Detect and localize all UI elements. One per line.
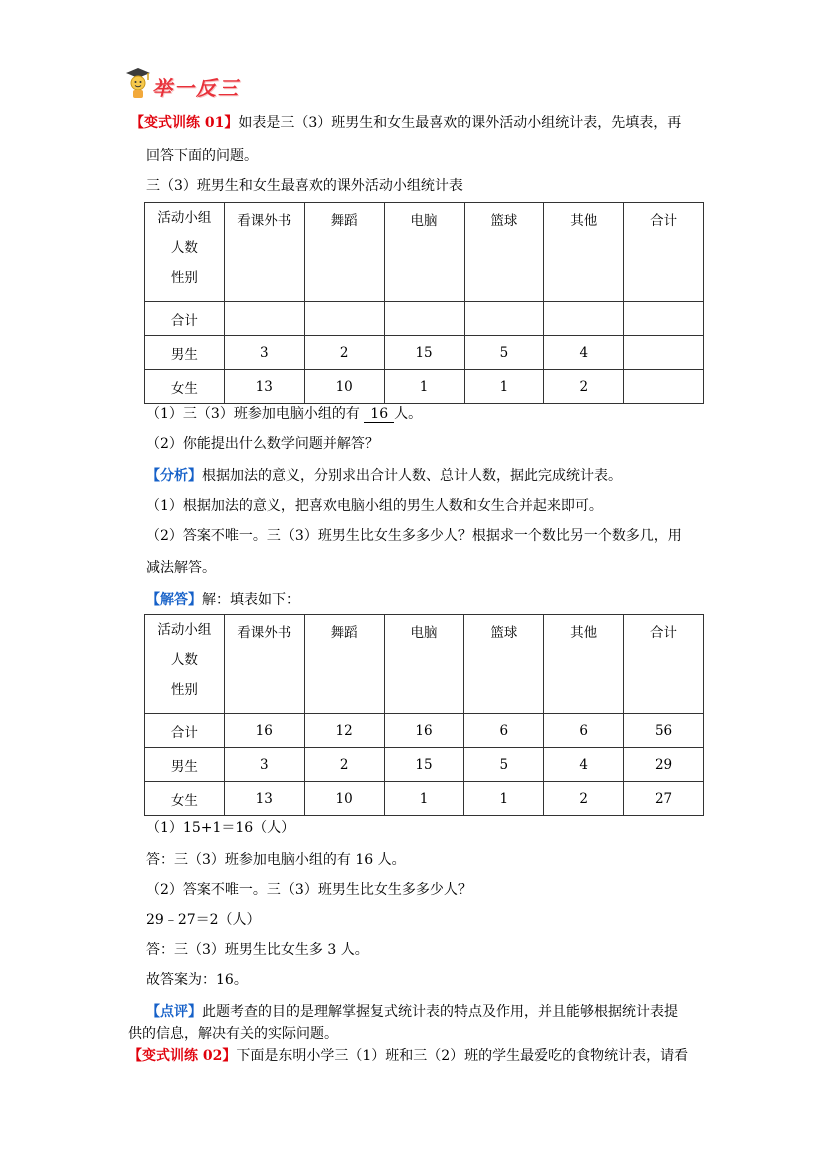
row-label: 女生 [145, 782, 225, 816]
logo-title: 举一反三 [152, 76, 240, 100]
analysis-text: 根据加法的意义，分别求出合计人数、总计人数，据此完成统计表。 [202, 468, 622, 484]
column-header: 舞蹈 [304, 615, 384, 714]
solution-text: 解：填表如下： [202, 592, 300, 608]
table-cell: 5 [464, 748, 544, 782]
row-label: 合计 [145, 714, 225, 748]
table-cell [624, 302, 704, 336]
comment-tag: 【点评】 [146, 1004, 202, 1020]
table-cell: 15 [384, 336, 464, 370]
table-cell: 27 [624, 782, 704, 816]
exercise2-line1 [128, 1045, 688, 1065]
table-cell: 13 [224, 370, 304, 404]
solution-final: 故答案为：16。 [146, 972, 248, 988]
table-cell: 2 [304, 336, 384, 370]
corner-label-count: 人数 [170, 240, 198, 256]
table1-title: 三（3）班男生和女生最喜欢的课外活动小组统计表 [146, 178, 463, 194]
solution-answer-1: 答：三（3）班参加电脑小组的有 16 人。 [146, 852, 406, 868]
exercise1-tag: 【变式训练 01】 [130, 115, 239, 131]
solution-step-2: （2）答案不唯一。三（3）班男生比女生多多少人？ [146, 882, 472, 898]
heading-logo [124, 66, 254, 102]
comment-line2: 供的信息，解决有关的实际问题。 [128, 1026, 338, 1042]
exercise1-line1 [130, 112, 681, 132]
column-header: 电脑 [384, 615, 464, 714]
table-cell [304, 302, 384, 336]
table-row [145, 748, 704, 782]
exercise1-line2: 回答下面的问题。 [146, 148, 258, 164]
exercise2-text: 下面是东明小学三（1）班和三（2）班的学生最爱吃的食物统计表，请看 [236, 1048, 689, 1064]
table-cell: 5 [464, 336, 544, 370]
table-cell: 1 [384, 782, 464, 816]
table-cell: 12 [304, 714, 384, 748]
table2-header-row [145, 615, 704, 714]
analysis-p2b: 减法解答。 [146, 560, 216, 576]
question-1 [146, 403, 422, 423]
table-row [145, 370, 704, 404]
column-header: 其他 [544, 203, 624, 302]
solution-answer-2: 答：三（3）班男生比女生多 3 人。 [146, 942, 369, 958]
table-cell: 6 [544, 714, 624, 748]
comment-line1 [146, 1001, 678, 1021]
table-cell [544, 302, 624, 336]
column-header: 看课外书 [224, 203, 304, 302]
row-label: 男生 [145, 748, 225, 782]
corner-label-gender: 性别 [170, 270, 198, 286]
column-header: 看课外书 [224, 615, 304, 714]
solution-equation: 29﹣27＝2（人） [146, 912, 261, 928]
column-header: 合计 [624, 203, 704, 302]
row-label: 女生 [145, 370, 225, 404]
analysis-p2a: （2）答案不唯一。三（3）班男生比女生多多少人？根据求一个数比另一个数多几，用 [146, 528, 682, 544]
solution-step-1: （1）15+1＝16（人） [146, 820, 296, 836]
table-cell: 4 [544, 336, 624, 370]
column-header: 篮球 [464, 203, 544, 302]
table-cell [624, 336, 704, 370]
student-mascot-icon [124, 66, 152, 100]
column-header: 篮球 [464, 615, 544, 714]
question-1-suffix: 人。 [394, 406, 423, 422]
column-header: 电脑 [384, 203, 464, 302]
table-row [145, 336, 704, 370]
row-label: 合计 [145, 302, 225, 336]
table-cell: 10 [304, 370, 384, 404]
table-cell: 56 [624, 714, 704, 748]
solution-tag: 【解答】 [146, 592, 202, 608]
exercise2-tag: 【变式训练 02】 [128, 1048, 237, 1064]
analysis-line [146, 465, 622, 485]
column-header: 其他 [544, 615, 624, 714]
analysis-p1: （1）根据加法的意义，把喜欢电脑小组的男生人数和女生合并起来即可。 [146, 498, 603, 514]
table-cell: 1 [464, 782, 544, 816]
column-header: 合计 [624, 615, 704, 714]
table2 [144, 614, 704, 816]
table-cell: 1 [464, 370, 544, 404]
table-cell: 1 [384, 370, 464, 404]
table-cell: 2 [544, 370, 624, 404]
table-cell: 3 [224, 748, 304, 782]
table-cell: 13 [224, 782, 304, 816]
question-2: （2）你能提出什么数学问题并解答？ [146, 436, 379, 452]
table-cell: 16 [224, 714, 304, 748]
table-cell [384, 302, 464, 336]
table-cell: 16 [384, 714, 464, 748]
comment-text: 此题考查的目的是理解掌握复式统计表的特点及作用，并且能够根据统计表提 [202, 1004, 678, 1020]
table-cell: 3 [224, 336, 304, 370]
analysis-tag: 【分析】 [146, 468, 202, 484]
table-cell: 15 [384, 748, 464, 782]
table-row [145, 714, 704, 748]
table-row [145, 302, 704, 336]
table-row [145, 782, 704, 816]
question-1-text: （1）三（3）班参加电脑小组的有 [146, 406, 360, 422]
table-cell: 2 [304, 748, 384, 782]
table-cell: 6 [464, 714, 544, 748]
table1-header-row [145, 203, 704, 302]
column-header: 舞蹈 [304, 203, 384, 302]
table-cell: 4 [544, 748, 624, 782]
table2-corner-cell [145, 615, 225, 714]
exercise1-text: 如表是三（3）班男生和女生最喜欢的课外活动小组统计表，先填表，再 [238, 115, 682, 131]
corner-label-activity: 活动小组 [157, 622, 212, 638]
table1-corner-cell [145, 203, 225, 302]
corner-label-count: 人数 [170, 652, 198, 668]
table-cell: 10 [304, 782, 384, 816]
table-cell [624, 370, 704, 404]
solution-line [146, 589, 300, 609]
table-cell [224, 302, 304, 336]
corner-label-activity: 活动小组 [157, 210, 212, 226]
table-cell: 2 [544, 782, 624, 816]
table1 [144, 202, 704, 404]
question-1-answer: 16 [364, 406, 394, 423]
table-cell: 29 [624, 748, 704, 782]
corner-label-gender: 性别 [170, 682, 198, 698]
table-cell [464, 302, 544, 336]
row-label: 男生 [145, 336, 225, 370]
